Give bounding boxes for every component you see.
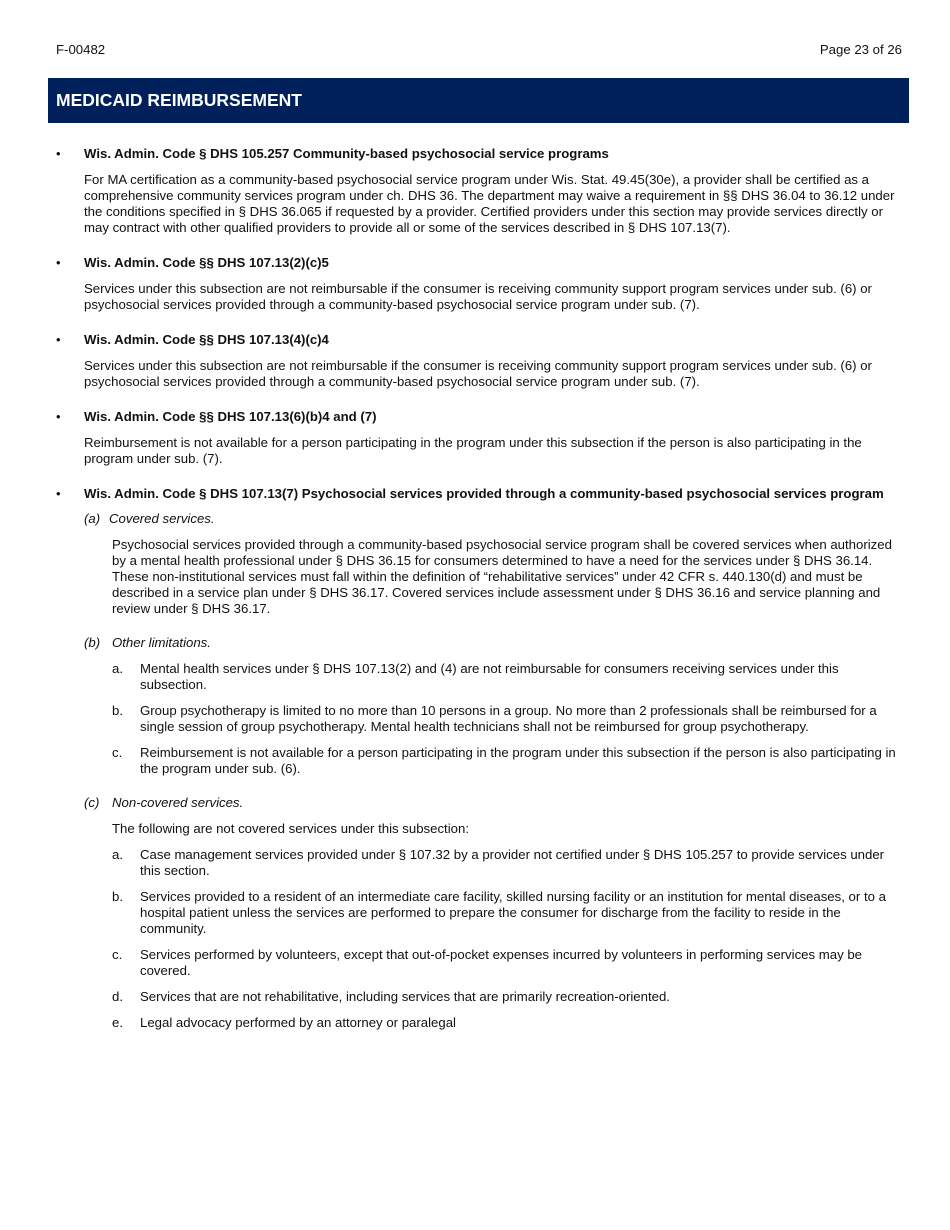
code-section bbox=[56, 332, 896, 390]
page-number: Page 23 of 26 bbox=[819, 42, 902, 57]
item-text: Services performed by volunteers, except that out-of-pocket expenses incurred by volunteers in performing services may be covered. bbox=[140, 947, 862, 978]
item-label: d. bbox=[112, 989, 123, 1004]
other-limitations-heading bbox=[84, 635, 896, 651]
list-item bbox=[112, 989, 896, 1005]
banner-title: MEDICAID REIMBURSEMENT bbox=[56, 90, 302, 110]
code-section bbox=[56, 409, 896, 467]
item-text: Legal advocacy performed by an attorney or paralegal bbox=[140, 1015, 456, 1030]
section-title: Wis. Admin. Code §§ DHS 107.13(4)(c)4 bbox=[84, 332, 329, 347]
covered-services-heading bbox=[84, 511, 896, 527]
section-body: For MA certification as a community-based psychosocial service program under Wis. Stat. 49.45(30e), a provider shall be certified as a comprehensive community services program under ch. DHS 36. The department may waive a requirement in §§ DHS 36.04 to 36.12 under the conditions specified in § DHS 36.065 if requested by a provider. Certified providers under this section may provide services directly or may contract with other qualified providers to provide all or some of the services described in § DHS 107.13(7). bbox=[84, 172, 895, 235]
bullet-icon: • bbox=[56, 146, 61, 161]
non-covered-intro: The following are not covered services under this subsection: bbox=[112, 821, 469, 836]
limitations-list bbox=[112, 661, 896, 777]
list-item bbox=[112, 703, 896, 735]
list-item bbox=[112, 947, 896, 979]
item-text: Services provided to a resident of an intermediate care facility, skilled nursing facility or an institution for mental diseases, or to a hospital patient unless the services are performed to prepare the consumer for discharge from the facility to reside in the community. bbox=[140, 889, 886, 936]
bullet-icon: • bbox=[56, 409, 61, 424]
subsection-letter: (a) bbox=[84, 511, 101, 526]
item-text: Reimbursement is not available for a person participating in the program under this subsection if the person is also participating in the program under sub. (6). bbox=[140, 745, 896, 776]
section-title: Wis. Admin. Code § DHS 105.257 Community-based psychosocial service programs bbox=[84, 146, 609, 161]
list-item bbox=[112, 1015, 896, 1031]
list-item bbox=[112, 847, 896, 879]
item-label: b. bbox=[112, 889, 123, 904]
section-title: Wis. Admin. Code §§ DHS 107.13(6)(b)4 and (7) bbox=[84, 409, 377, 424]
item-text: Group psychotherapy is limited to no more than 10 persons in a group. No more than 2 professionals shall be reimbursed for a single session of group psychotherapy. Mental health technicians shall not be reimbursed for group psychotherapy. bbox=[140, 703, 877, 734]
code-section-psychosocial bbox=[56, 486, 896, 1031]
section-title: Wis. Admin. Code §§ DHS 107.13(2)(c)5 bbox=[84, 255, 329, 270]
subsection-heading: Covered services. bbox=[109, 511, 215, 526]
item-label: b. bbox=[112, 703, 123, 718]
subsection-letter: (b) bbox=[84, 635, 101, 650]
section-body: Services under this subsection are not reimbursable if the consumer is receiving community support program services under sub. (6) or psychosocial services provided through a community-based psychosocial service program under sub. (7). bbox=[84, 281, 872, 312]
list-item bbox=[112, 745, 896, 777]
item-label: c. bbox=[112, 947, 123, 962]
form-id: F-00482 bbox=[56, 42, 106, 57]
code-section bbox=[56, 255, 896, 313]
item-text: Services that are not rehabilitative, including services that are primarily recreation-oriented. bbox=[140, 989, 670, 1004]
list-item bbox=[112, 889, 896, 937]
section-banner bbox=[48, 78, 909, 123]
item-text: Mental health services under § DHS 107.13(2) and (4) are not reimbursable for consumers receiving services under this subsection. bbox=[140, 661, 839, 692]
bullet-icon: • bbox=[56, 255, 61, 270]
code-section bbox=[56, 146, 896, 236]
covered-services-body: Psychosocial services provided through a community-based psychosocial service program shall be covered services when authorized by a mental health professional under § DHS 36.15 for consumers determined to have a need for the services under § DHS 36.14. These non-institutional services must fall within the definition of “rehabilitative services” under 42 CFR s. 440.130(d) and must be described in a service plan under § DHS 36.17. Covered services include assessment under § DHS 36.16 and service planning and review under § DHS 36.17. bbox=[112, 537, 892, 616]
item-label: a. bbox=[112, 847, 123, 862]
item-label: a. bbox=[112, 661, 123, 676]
document-body bbox=[56, 146, 896, 1041]
non-covered-services-heading bbox=[84, 795, 896, 811]
subsection-heading: Other limitations. bbox=[112, 635, 211, 650]
section-body: Services under this subsection are not reimbursable if the consumer is receiving community support program services under sub. (6) or psychosocial services provided through a community-based psychosocial service program under sub. (7). bbox=[84, 358, 872, 389]
bullet-icon: • bbox=[56, 486, 61, 501]
item-label: e. bbox=[112, 1015, 123, 1030]
section-title: Wis. Admin. Code § DHS 107.13(7) Psychosocial services provided through a community-based psychosocial services program bbox=[84, 486, 884, 501]
page-header bbox=[56, 42, 902, 60]
non-covered-list bbox=[112, 847, 896, 1031]
item-label: c. bbox=[112, 745, 123, 760]
bullet-icon: • bbox=[56, 332, 61, 347]
subsection-heading: Non-covered services. bbox=[112, 795, 244, 810]
item-text: Case management services provided under § 107.32 by a provider not certified under § DHS 105.257 to provide services under this section. bbox=[140, 847, 885, 878]
section-body: Reimbursement is not available for a person participating in the program under this subsection if the person is also participating in the program under sub. (7). bbox=[84, 435, 862, 466]
subsection-letter: (c) bbox=[84, 795, 100, 810]
list-item bbox=[112, 661, 896, 693]
